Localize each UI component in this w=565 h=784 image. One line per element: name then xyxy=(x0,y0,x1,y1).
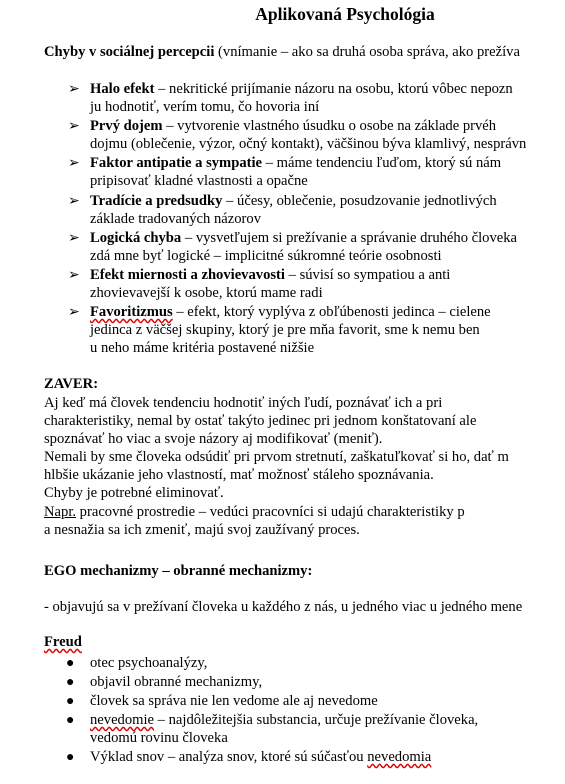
dot-bullet-icon: ● xyxy=(66,675,75,690)
list-item xyxy=(90,230,517,247)
item-term: Faktor antipatie a sympatie xyxy=(90,155,263,171)
list-item xyxy=(90,118,496,135)
item-text: – najdôležitejšia substancia, určuje prežívanie človeka, xyxy=(154,712,479,728)
item-term: nevedomie xyxy=(90,712,155,728)
item-text: Výklad snov – analýza snov, ktoré sú súčasťou xyxy=(90,749,368,765)
section-heading-percepcia xyxy=(44,44,520,61)
item-term: Prvý dojem xyxy=(90,118,163,134)
item-term: Logická chyba xyxy=(90,230,182,246)
item-term: nevedomia xyxy=(367,749,432,765)
list-item-continuation: vedomú rovinu človeka xyxy=(90,730,228,746)
item-text: – efekt, ktorý vyplýva z obľúbenosti jedinca – cielene xyxy=(172,304,491,320)
napr-label: Napr. xyxy=(44,504,77,520)
list-item xyxy=(90,81,513,98)
list-item xyxy=(90,193,497,210)
list-item-continuation: u neho máme kritéria postavené nižšie xyxy=(90,340,315,356)
heading-text: Chyby v sociálnej percepcii xyxy=(44,44,215,60)
item-text: – účesy, oblečenie, posudzovanie jednotlivých xyxy=(222,193,497,209)
arrow-bullet-icon: ➢ xyxy=(68,82,80,97)
section-heading-freud: Freud xyxy=(44,634,82,650)
item-text: – vysvetľujem si prežívanie a správanie druhého človeka xyxy=(181,230,518,246)
paragraph-line: spoznávať ho viac a svoje názory aj modifikovať (meniť). xyxy=(44,431,383,447)
paragraph-line xyxy=(44,504,465,521)
list-item xyxy=(90,304,491,321)
paragraph-line: - objavujú sa v prežívaní človeka u každého z nás, u jedného viac u jedného mene xyxy=(44,599,523,615)
arrow-bullet-icon: ➢ xyxy=(68,119,80,134)
list-item xyxy=(90,267,450,284)
napr-text: pracovné prostredie – vedúci pracovníci si udajú charakteristiky p xyxy=(76,504,465,520)
paragraph-line: Chyby je potrebné eliminovať. xyxy=(44,485,224,501)
list-item-continuation: jedinca z väčšej skupiny, ktorý je pre mňa favorit, sme k nemu ben xyxy=(90,322,480,338)
list-item-continuation: základe tradovaných názorov xyxy=(90,211,261,227)
arrow-bullet-icon: ➢ xyxy=(68,231,80,246)
arrow-bullet-icon: ➢ xyxy=(68,156,80,171)
list-item-continuation: pripisovať kladné vlastnosti a opačne xyxy=(90,173,308,189)
dot-bullet-icon: ● xyxy=(66,656,75,671)
list-item: otec psychoanalýzy, xyxy=(90,655,208,671)
list-item xyxy=(90,749,431,766)
item-term: Favoritizmus xyxy=(90,304,173,320)
item-term: Efekt miernosti a zhovievavosti xyxy=(90,267,285,283)
paragraph-line: hlbšie ukázanie jeho vlastností, mať možnosť stáleho spoznávania. xyxy=(44,467,434,483)
arrow-bullet-icon: ➢ xyxy=(68,305,80,320)
section-heading-ego: EGO mechanizmy – obranné mechanizmy: xyxy=(44,563,313,579)
paragraph-line: a nesnažia sa ich zmeniť, majú svoj zaužívaný proces. xyxy=(44,522,360,538)
item-text: – súvisí so sympatiou a anti xyxy=(284,267,451,283)
paragraph-line: Nemali by sme človeka odsúdiť pri prvom stretnutí, zaškatuľkovať si ho, dať m xyxy=(44,449,509,465)
arrow-bullet-icon: ➢ xyxy=(68,194,80,209)
list-item xyxy=(90,155,501,172)
item-text: – vytvorenie vlastného úsudku o osobe na základe prvéh xyxy=(162,118,497,134)
list-item-continuation: zdá mne byť logické – implicitné súkromné teórie osobnosti xyxy=(90,248,442,264)
arrow-bullet-icon: ➢ xyxy=(68,268,80,283)
item-text: – máme tendenciu ľuďom, ktorý sú nám xyxy=(262,155,502,171)
list-item-continuation: ju hodnotiť, verím tomu, čo hovoria iní xyxy=(90,99,320,115)
list-item: objavil obranné mechanizmy, xyxy=(90,674,263,690)
dot-bullet-icon: ● xyxy=(66,713,75,728)
list-item xyxy=(90,712,478,729)
item-text: – nekritické prijímanie názoru na osobu, ktorú vôbec nepozn xyxy=(154,81,513,97)
dot-bullet-icon: ● xyxy=(66,694,75,709)
heading-rest: (vnímanie – ako sa druhá osoba správa, ako prežíva xyxy=(214,44,520,60)
section-heading-zaver: ZAVER: xyxy=(44,376,99,392)
list-item-continuation: dojmu (oblečenie, výzor, očný kontakt), väčšinou býva klamlivý, nesprávn xyxy=(90,136,527,152)
item-term: Halo efekt xyxy=(90,81,155,97)
dot-bullet-icon: ● xyxy=(66,750,75,765)
list-item-continuation: zhovievavejší k osobe, ktorú mame radi xyxy=(90,285,323,301)
page-title: Aplikovaná Psychológia xyxy=(255,4,435,24)
list-item: človek sa správa nie len vedome ale aj nevedome xyxy=(90,693,378,709)
paragraph-line: charakteristiky, nemal by ostať takýto jedinec pri jednom konštatovaní ale xyxy=(44,413,477,429)
item-term: Tradície a predsudky xyxy=(90,193,223,209)
paragraph-line: Aj keď má človek tendenciu hodnotiť iných ľudí, poznávať ich a pri xyxy=(44,395,443,411)
